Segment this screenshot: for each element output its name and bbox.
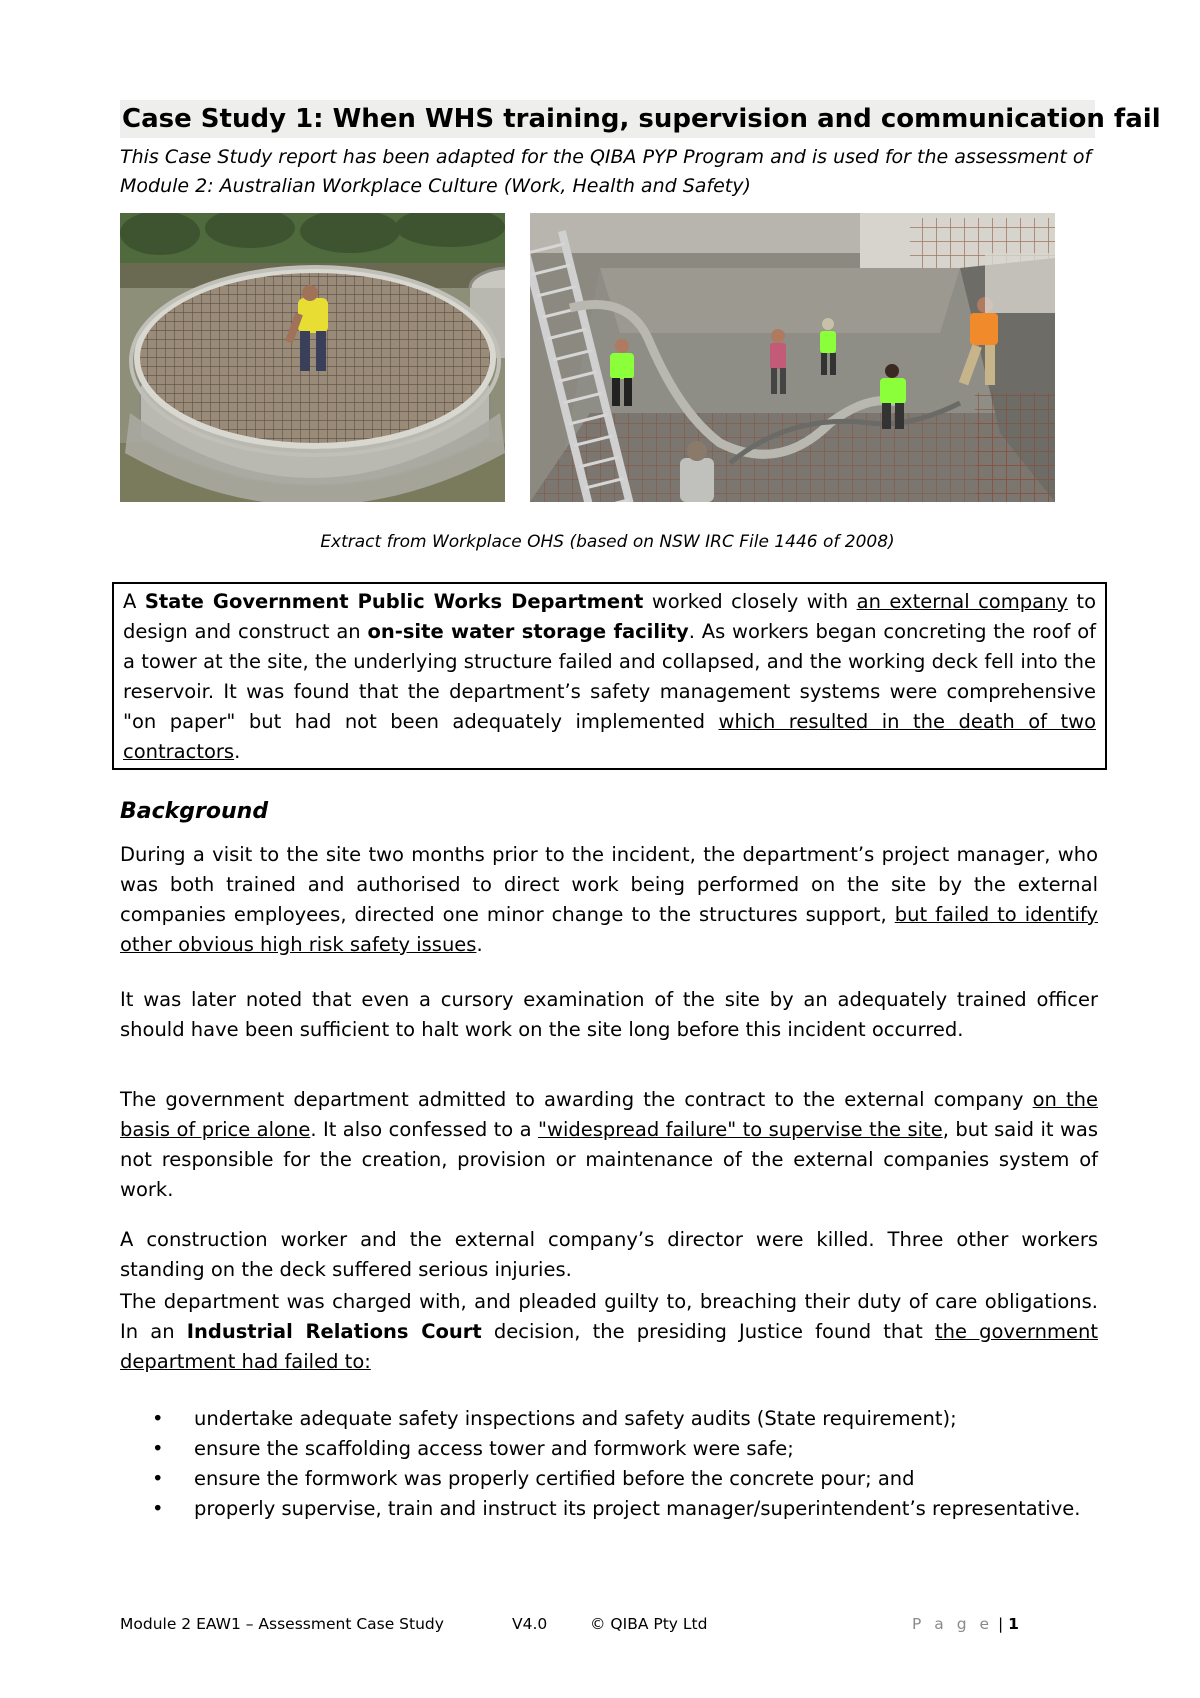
footer-version: V4.0 <box>512 1615 548 1633</box>
summary-external-company: an external company <box>856 590 1068 613</box>
summary-box <box>112 582 1107 770</box>
footer-module: Module 2 EAW1 – Assessment Case Study <box>120 1615 444 1633</box>
list-item <box>120 1434 1098 1464</box>
p1-underlined: but failed to identify other obvious high risk safety issues <box>120 903 1098 956</box>
subtitle: This Case Study report has been adapted for the QIBA PYP Program and is used for the assessment of Module 2: Australian Workplace Culture (Work, Health and Safety) <box>120 146 1092 197</box>
p5-text-a: The department was charged with, and pleaded guilty to, breaching their duty of care obligations. In an <box>120 1290 1098 1343</box>
page-title: Case Study 1: When WHS training, supervision and communication fail <box>120 100 1095 138</box>
failures-list <box>120 1404 1098 1524</box>
list-item <box>120 1494 1098 1524</box>
list-item <box>120 1464 1098 1494</box>
list-item-text: ensure the scaffolding access tower and formwork were safe; <box>194 1437 794 1460</box>
p3-text-b: . It also confessed to a <box>310 1118 539 1141</box>
summary-text-5: . <box>234 740 241 763</box>
background-paragraph-1 <box>120 840 1098 960</box>
bullet-icon: • <box>152 1437 164 1460</box>
list-item-text: undertake adequate safety inspections and safety audits (State requirement); <box>194 1407 957 1430</box>
p3-text-a: The government department admitted to awarding the contract to the external company <box>120 1088 1033 1111</box>
page-label: P a g e <box>912 1615 994 1633</box>
background-paragraph-2: It was later noted that even a cursory examination of the site by an adequately trained officer should have been sufficient to halt work on the site long before this incident occurred. <box>120 988 1098 1041</box>
summary-department: State Government Public Works Department <box>144 590 644 613</box>
photo-caption: Extract from Workplace OHS (based on NSW IRC File 1446 of 2008) <box>320 532 895 552</box>
p3-underlined-1: on the basis of price alone <box>120 1088 1098 1141</box>
page-number: 1 <box>1008 1615 1019 1633</box>
p5-court: Industrial Relations Court <box>186 1320 482 1343</box>
bullet-icon: • <box>152 1497 164 1520</box>
background-paragraph-3 <box>120 1085 1098 1205</box>
background-heading: Background <box>120 799 269 824</box>
summary-text-1: A <box>123 590 145 613</box>
list-item-text: properly supervise, train and instruct its project manager/superintendent’s representative. <box>194 1497 1081 1520</box>
footer-page <box>912 1613 1019 1635</box>
summary-consequence: which resulted in the death of two contractors <box>123 710 1096 763</box>
summary-facility: on-site water storage facility <box>367 620 689 643</box>
tank-mesh-photo <box>120 213 505 502</box>
footer-copyright: © QIBA Pty Ltd <box>590 1615 708 1633</box>
p5-underlined: the government department had failed to: <box>120 1320 1098 1373</box>
p3-text-c: , but said it was not responsible for the creation, provision or maintenance of the external companies system of work. <box>120 1118 1099 1201</box>
p1-text-b: . <box>476 933 483 956</box>
summary-text-3: to design and construct an <box>123 590 1097 643</box>
p1-text-a: During a visit to the site two months prior to the incident, the department’s project manager, who was both trained and authorised to direct work being performed on the site by the external companies employees, directed one minor change to the structures support, <box>120 843 1098 926</box>
list-item <box>120 1404 1098 1434</box>
bullet-icon: • <box>152 1407 164 1430</box>
summary-text-4: . As workers began concreting the roof of a tower at the site, the underlying structure failed and collapsed, and the working deck fell into the reservoir. It was found that the department’s safety management systems were comprehensive "on paper" but had not been adequately implemented <box>123 620 1097 733</box>
page-separator: | <box>997 1615 1004 1633</box>
p5-text-b: decision, the presiding Justice found that <box>481 1320 935 1343</box>
background-paragraph-4: A construction worker and the external company’s director were killed. Three other workers standing on the deck suffered serious injuries. <box>120 1228 1098 1281</box>
summary-text-2: worked closely with <box>643 590 857 613</box>
background-paragraph-5 <box>120 1287 1098 1377</box>
concrete-pour-photo <box>530 213 1055 502</box>
bullet-icon: • <box>152 1467 164 1490</box>
p3-underlined-2: "widespread failure" to supervise the site <box>538 1118 943 1141</box>
list-item-text: ensure the formwork was properly certified before the concrete pour; and <box>194 1467 915 1490</box>
